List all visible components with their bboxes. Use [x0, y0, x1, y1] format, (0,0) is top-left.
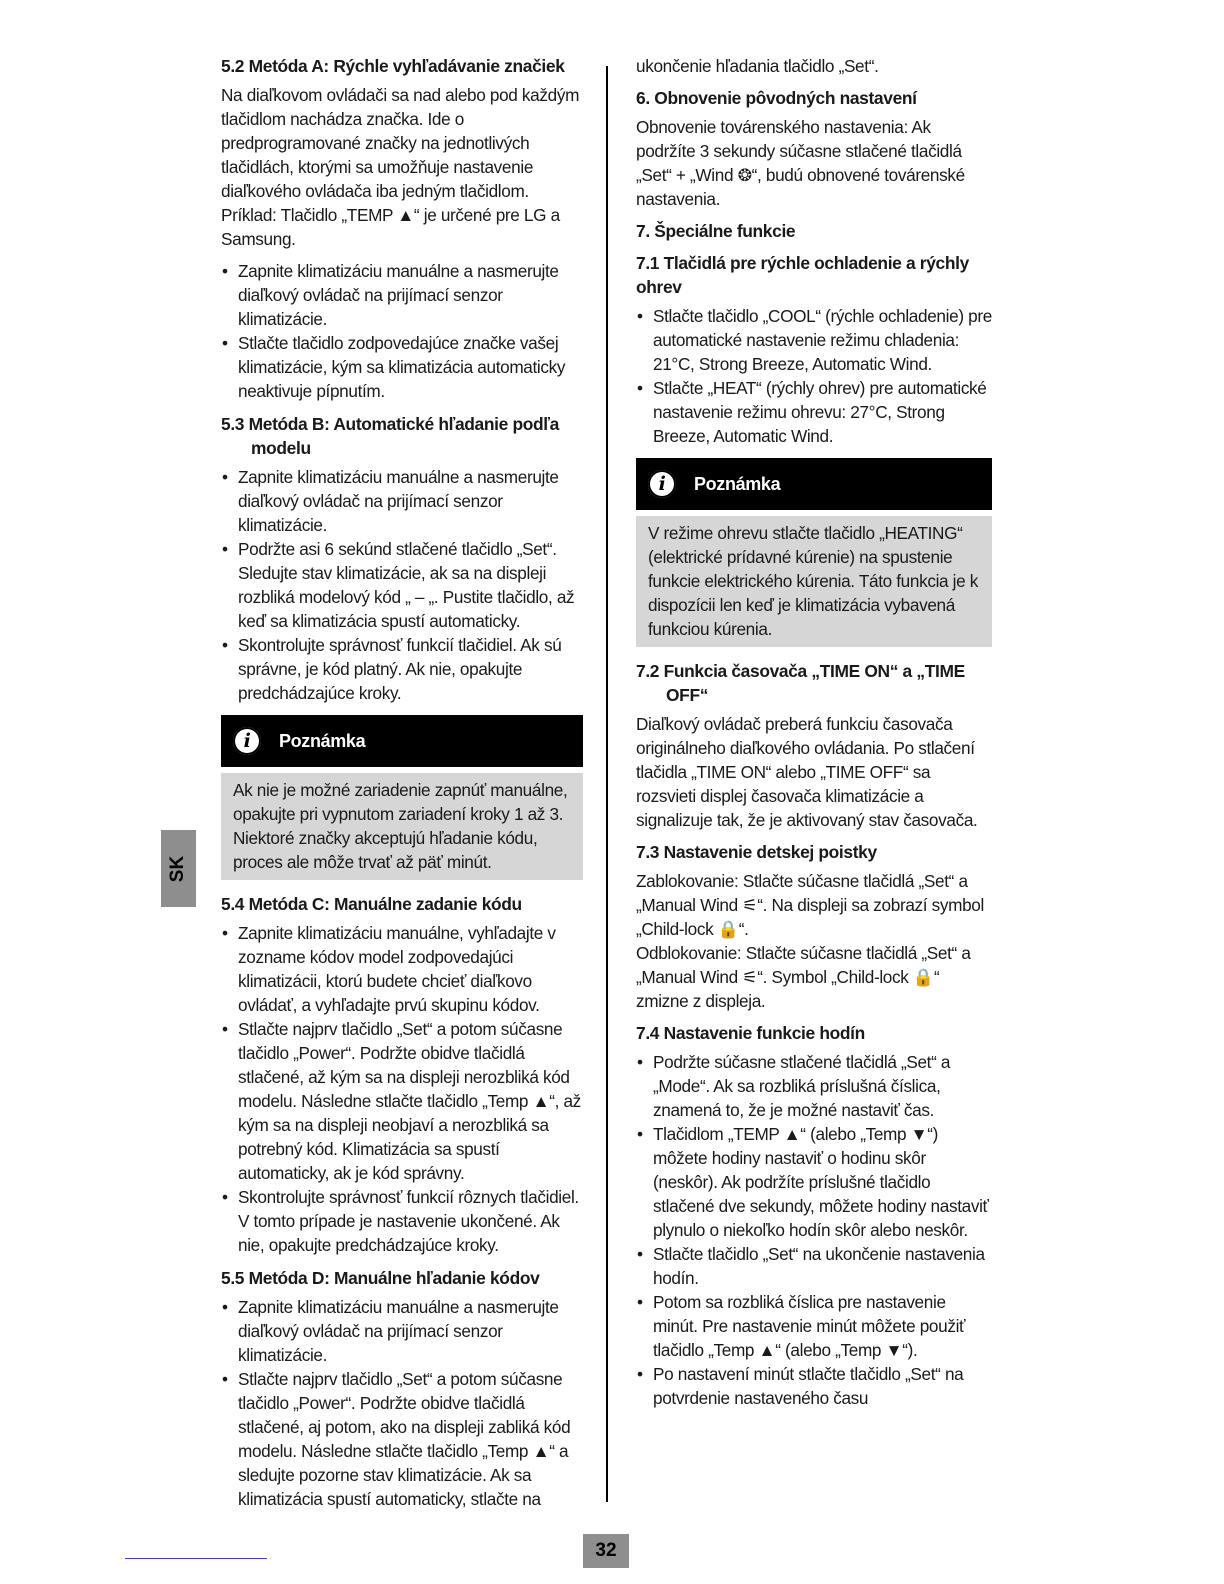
list-item: • Stlačte tlačidlo „Set“ na ukončenie nastavenia hodín.	[636, 1242, 992, 1290]
list-item: • Podržte asi 6 sekúnd stlačené tlačidlo „Set“. Sledujte stav klimatizácie, ak sa na displeji rozbliká modelový kód „ – „. Pustite tlačidlo, až keď sa klimatizácia spustí automaticky.	[221, 537, 583, 633]
section-7-title: 7. Špeciálne funkcie	[636, 221, 796, 241]
language-tab-label: SK	[167, 855, 189, 882]
section-7-2-paragraph: Diaľkový ovládač preberá funkciu časovača originálneho diaľkového ovládania. Po stlačení tlačidla „TIME ON“ alebo „TIME OFF“ sa rozsvieti displej časovača klimatizácie a signalizuje tak, že je aktivovaný stav časovača.	[636, 714, 978, 830]
section-7-3-lock-paragraph: Zablokovanie: Stlačte súčasne tlačidlá „Set“ a „Manual Wind ⚟“. Na displeji sa zobrazí symbol „Child-lock 🔒“.	[636, 871, 984, 939]
note-label: Poznámka	[279, 731, 366, 751]
section-5-2-paragraph: Na diaľkovom ovládači sa nad alebo pod každým tlačidlom nachádza značka. Ide o predprogramované značky na jednotlivých tlačidlách, ktorými sa umožňuje nastavenie diaľkového ovládača iba jedným tlačidlom. Príklad: Tlačidlo „TEMP ▲“ je určené pre LG a Samsung.	[221, 85, 580, 249]
left-column	[221, 54, 583, 1520]
list-item: • Stlačte tlačidlo „COOL“ (rýchle ochladenie) pre automatické nastavenie režimu chladenia: 21°C, Strong Breeze, Automatic Wind.	[636, 304, 992, 376]
list-item: • Zapnite klimatizáciu manuálne a nasmerujte diaľkový ovládač na prijímací senzor klimatizácie.	[221, 465, 583, 537]
note-header	[636, 458, 992, 510]
section-5-5-title: 5.5 Metóda D: Manuálne hľadanie kódov	[221, 1268, 540, 1288]
list-item: • Podržte súčasne stlačené tlačidlá „Set“ a „Mode“. Ak sa rozbliká príslušná číslica, znamená to, že je možné nastaviť čas.	[636, 1050, 992, 1122]
list-item: • Skontrolujte správnosť funkcií rôznych tlačidiel. V tomto prípade je nastavenie ukončené. Ak nie, opakujte predchádzajúce kroky.	[221, 1185, 583, 1257]
language-tab	[161, 830, 196, 907]
section-6-title: 6. Obnovenie pôvodných nastavení	[636, 88, 917, 108]
list-item: • Skontrolujte správnosť funkcií tlačidiel. Ak sú správne, je kód platný. Ak nie, opakujte predchádzajúce kroky.	[221, 633, 583, 705]
list-item: • Zapnite klimatizáciu manuálne, vyhľadajte v zozname kódov model zodpovedajúci klimatizácii, ktorú budete chcieť diaľkovo ovládať, a vyhľadajte prvú skupinu kódov.	[221, 921, 583, 1017]
section-5-3-list	[221, 465, 583, 705]
note-body: V režime ohrevu stlačte tlačidlo „HEATING“ (elektrické prídavné kúrenie) na spustenie funkcie elektrického kúrenia. Táto funkcia je k dispozícii len keď je klimatizácia vybavená funkciou kúrenia.	[636, 516, 992, 647]
right-column	[636, 54, 992, 1419]
section-7-2-title: 7.2 Funkcia časovača „TIME ON“ a „TIME OFF“	[636, 661, 965, 705]
list-item: • Potom sa rozbliká číslica pre nastavenie minút. Pre nastavenie minút môžete použiť tlačidlo „Temp ▲“ (alebo „Temp ▼“).	[636, 1290, 992, 1362]
column-divider	[606, 66, 608, 1502]
list-item: • Stlačte tlačidlo zodpovedajúce značke vašej klimatizácie, kým sa klimatizácia automaticky neaktivuje pípnutím.	[221, 331, 583, 403]
info-icon: i	[233, 727, 261, 755]
section-7-4-title: 7.4 Nastavenie funkcie hodín	[636, 1023, 865, 1043]
footer-line	[125, 1558, 267, 1559]
section-7-1-list	[636, 304, 992, 448]
list-item: • Stlačte najprv tlačidlo „Set“ a potom súčasne tlačidlo „Power“. Podržte obidve tlačidlá stlačené, aj potom, ako na displeji zabliká kód modelu. Následne stlačte tlačidlo „Temp ▲“ a sledujte pozorne stav klimatizácie. Ak sa klimatizácia spustí automaticky, stlačte na	[221, 1367, 583, 1511]
note-label: Poznámka	[694, 474, 781, 494]
section-5-2-list	[221, 259, 583, 403]
list-item: • Po nastavení minút stlačte tlačidlo „Set“ na potvrdenie nastaveného času	[636, 1362, 992, 1410]
list-item: • Tlačidlom „TEMP ▲“ (alebo „Temp ▼“) môžete hodiny nastaviť o hodinu skôr (neskôr). Ak podržíte príslušné tlačidlo stlačené dve sekundy, môžete hodiny nastaviť plynulo o niekoľko hodín skôr alebo neskôr.	[636, 1122, 992, 1242]
page-number: 32	[583, 1534, 629, 1568]
section-5-3-title: 5.3 Metóda B: Automatické hľadanie podľa modelu	[221, 414, 559, 458]
section-5-2-title: 5.2 Metóda A: Rýchle vyhľadávanie značiek	[221, 56, 565, 76]
list-item: • Zapnite klimatizáciu manuálne a nasmerujte diaľkový ovládač na prijímací senzor klimatizácie.	[221, 259, 583, 331]
section-7-3-unlock-paragraph: Odblokovanie: Stlačte súčasne tlačidlá „Set“ a „Manual Wind ⚟“. Symbol „Child-lock 🔒“ zmizne z displeja.	[636, 943, 971, 1011]
section-5-4-title: 5.4 Metóda C: Manuálne zadanie kódu	[221, 894, 522, 914]
continued-text: ukončenie hľadania tlačidlo „Set“.	[636, 56, 879, 76]
section-5-4-list	[221, 921, 583, 1257]
section-7-1-title: 7.1 Tlačidlá pre rýchle ochladenie a rýchly ohrev	[636, 253, 969, 297]
list-item: • Stlačte „HEAT“ (rýchly ohrev) pre automatické nastavenie režimu ohrevu: 27°C, Strong Breeze, Automatic Wind.	[636, 376, 992, 448]
info-icon: i	[648, 470, 676, 498]
section-6-paragraph: Obnovenie továrenského nastavenia: Ak podržíte 3 sekundy súčasne stlačené tlačidlá „Set“ + „Wind ❂“, budú obnovené továrenské nastavenia.	[636, 117, 965, 209]
note-header	[221, 715, 583, 767]
section-7-3-title: 7.3 Nastavenie detskej poistky	[636, 842, 877, 862]
note-body: Ak nie je možné zariadenie zapnúť manuálne, opakujte pri vypnutom zariadení kroky 1 až 3. Niektoré značky akceptujú hľadanie kódu, proces ale môže trvať až päť minút.	[221, 773, 583, 880]
section-7-4-list	[636, 1050, 992, 1410]
list-item: • Stlačte najprv tlačidlo „Set“ a potom súčasne tlačidlo „Power“. Podržte obidve tlačidlá stlačené, až kým sa na displeji nerozbliká kód modelu. Následne stlačte tlačidlo „Temp ▲“, až kým sa na displeji neobjaví a nerozbliká sa potrebný kód. Klimatizácia sa spustí automaticky, ak je kód správny.	[221, 1017, 583, 1185]
list-item: • Zapnite klimatizáciu manuálne a nasmerujte diaľkový ovládač na prijímací senzor klimatizácie.	[221, 1295, 583, 1367]
section-5-5-list	[221, 1295, 583, 1511]
